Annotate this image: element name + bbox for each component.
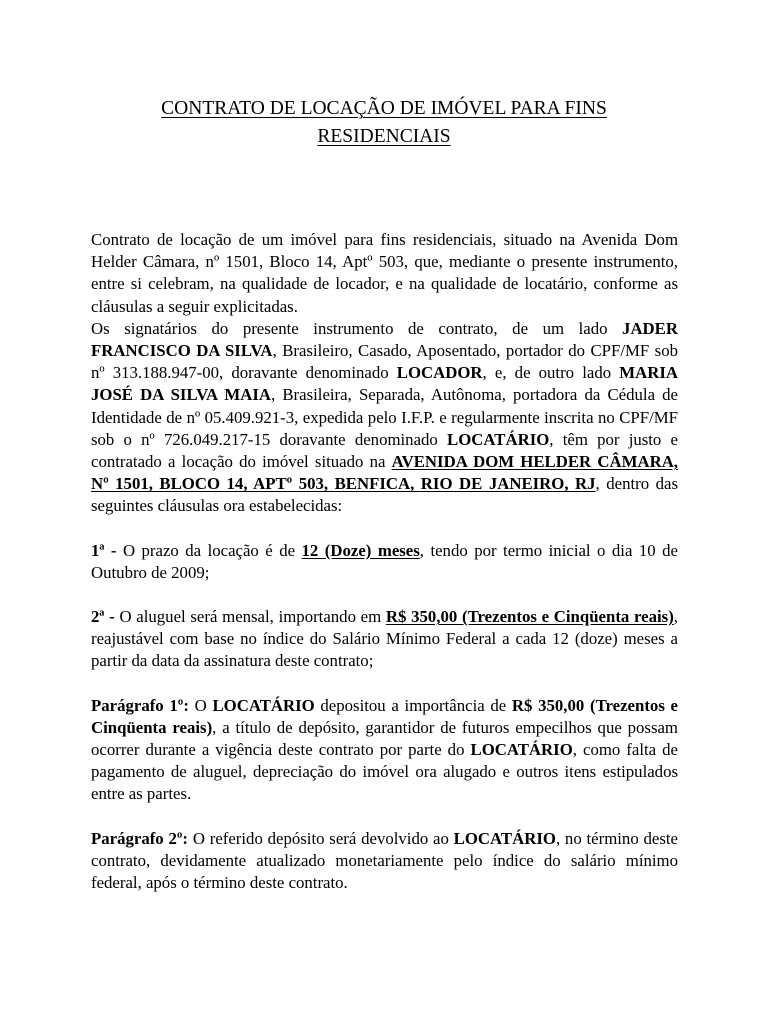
locatario-label: LOCATÁRIO: [447, 429, 550, 449]
clause-2-amount: R$ 350,00 (Trezentos e Cinqüenta reais): [385, 607, 674, 627]
paragraph-1-text-4: , como falta de pagamento de aluguel, depreciação do imóvel ora alugado e outros itens estipulados entre as partes.: [91, 740, 678, 804]
document-body: [91, 229, 678, 894]
clause-1-text-2: , tendo por termo inicial o dia 10 de Outubro de 2009;: [91, 540, 678, 582]
paragraph-2-label: Parágrafo 2º:: [91, 828, 189, 848]
paragraph-1-label: Parágrafo 1º:: [91, 695, 189, 715]
paragraph-2-text-1: O referido depósito será devolvido ao: [188, 828, 454, 848]
paragraph-2-text-2: , no término deste contrato, devidamente atualizado monetariamente pelo índice do salário mínimo federal, após o término deste contrato.: [91, 828, 678, 893]
clause-2: [91, 606, 678, 673]
locataria-name: MARIA JOSÉ DA SILVA MAIA: [91, 363, 678, 405]
paragraph-2: [91, 828, 678, 895]
title-line-1: CONTRATO DE LOCAÇÃO DE IMÓVEL PARA FINS: [161, 98, 607, 119]
clause-2-text-1: O aluguel será mensal, importando em: [114, 607, 386, 627]
parties-text-3: , e, de outro lado: [482, 363, 620, 383]
paragraph-1: [91, 695, 678, 806]
parties-text-2: , Brasileiro, Casado, Aposentado, portador do CPF/MF sob nº 313.188.947-00, doravante denominado: [91, 341, 678, 383]
paragraph-1-amount: R$ 350,00 (Trezentos e Cinqüenta reais): [91, 695, 679, 737]
parties-text-5: , têm por justo e contratado a locação do imóvel situado na: [91, 429, 678, 472]
clause-2-label: 2ª -: [91, 607, 115, 627]
clause-1-term: 12 (Doze) meses: [301, 540, 420, 560]
locador-label: LOCADOR: [396, 363, 483, 383]
paragraph-1-locatario-2: LOCATÁRIO: [470, 740, 573, 760]
locador-name: JADER FRANCISCO DA SILVA: [91, 318, 678, 361]
clause-1-text-1: O prazo da locação é de: [116, 540, 302, 560]
paragraph-1-text-1: O: [188, 695, 213, 715]
property-address: AVENIDA DOM HELDER CÂMARA, Nº 1501, BLOCO 14, APTº 503, BENFICA, RIO DE JANEIRO, RJ: [91, 452, 679, 494]
paragraph-2-locatario: LOCATÁRIO: [453, 828, 556, 848]
paragraph-1-locatario-1: LOCATÁRIO: [212, 695, 315, 715]
document-title: [0, 95, 768, 151]
parties-paragraph: [91, 318, 678, 518]
clause-2-text-2: , reajustável com base no índice do Salário Mínimo Federal a cada 12 (doze) meses a partir da data da assinatura deste contrato;: [91, 607, 678, 671]
clause-1-label: 1ª -: [91, 540, 117, 560]
intro-paragraph: Contrato de locação de um imóvel para fins residenciais, situado na Avenida Dom Helder Câmara, nº 1501, Bloco 14, Aptº 503, que, mediante o presente instrumento, entre si celebram, na qualidade de locador, e na qualidade de locatário, conforme as cláusulas a seguir explicitadas.: [91, 230, 678, 316]
parties-text-6: , dentro das seguintes cláusulas ora estabelecidas:: [91, 474, 678, 516]
parties-text-4: , Brasileira, Separada, Autônoma, portadora da Cédula de Identidade de nº 05.409.921-3, expedida pelo I.F.P. e regularmente inscrita no CPF/MF sob o nº 726.049.217-15 doravante denominado: [91, 385, 679, 449]
paragraph-1-text-3: , a título de depósito, garantidor de futuros empecilhos que possam ocorrer durante a vigência deste contrato por parte do: [91, 717, 678, 760]
paragraph-1-text-2: depositou a importância de: [314, 695, 512, 715]
clause-1: [91, 540, 678, 584]
parties-text-1: Os signatários do presente instrumento de contrato, de um lado: [91, 318, 623, 338]
title-line-2: RESIDENCIAIS: [317, 126, 451, 147]
